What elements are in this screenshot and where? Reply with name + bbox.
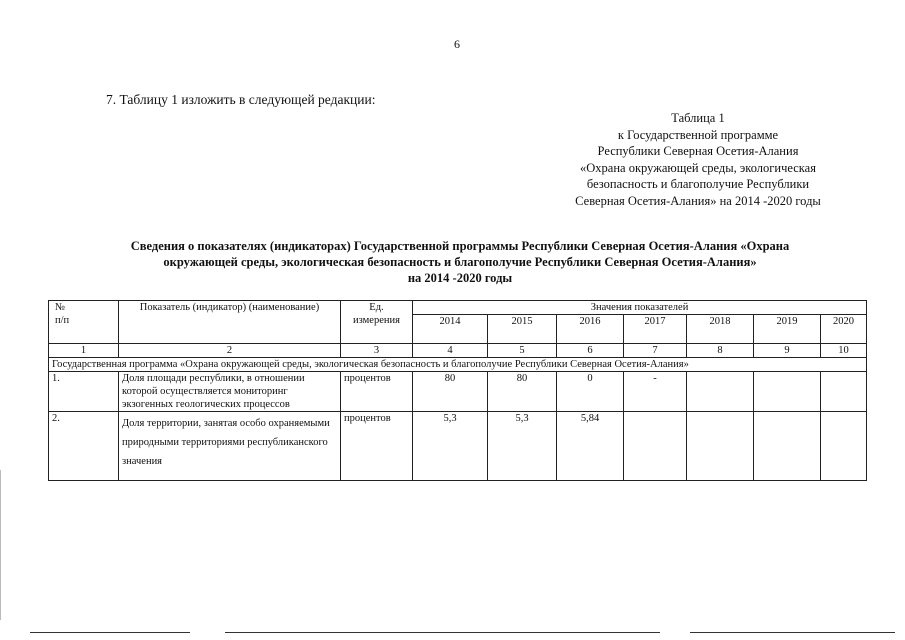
footer-rule	[690, 632, 895, 633]
row-value	[754, 372, 821, 412]
document-heading	[60, 238, 860, 286]
heading-line: окружающей среды, экологическая безопасность и благополучие Республики Северная Осетия-Алания»	[163, 255, 757, 269]
header-unit: Ед. измерения	[341, 301, 413, 344]
row-value: 0	[557, 372, 624, 412]
row-value: 5,84	[557, 412, 624, 481]
caption-line: «Охрана окружающей среды, экологическая	[580, 160, 816, 175]
program-row	[49, 358, 867, 372]
row-value	[821, 412, 867, 481]
row-number: 2.	[49, 412, 119, 481]
column-number: 10	[821, 344, 867, 358]
header-values-group: Значения показателей	[413, 301, 867, 315]
header-num: № п/п	[49, 301, 119, 344]
row-value	[624, 412, 687, 481]
row-value	[687, 412, 754, 481]
caption-line: безопасность и благополучие Республики	[586, 177, 810, 192]
row-unit: процентов	[341, 412, 413, 481]
caption-line: Северная Осетия-Алания» на 2014 -2020 годы	[575, 193, 821, 208]
header-indicator: Показатель (индикатор) (наименование)	[119, 301, 341, 344]
caption-line: Республики Северная Осетия-Алания	[597, 144, 799, 159]
column-number: 8	[687, 344, 754, 358]
footer-rule	[225, 632, 660, 633]
header-year: 2020	[821, 315, 867, 344]
caption-line: Таблица 1	[671, 111, 725, 125]
heading-line: Сведения о показателях (индикаторах) Государственной программы Республики Северная Осетия-Алания «Охрана	[130, 239, 790, 253]
footer-rule	[30, 632, 190, 633]
scan-edge-line	[0, 470, 1, 620]
row-value	[821, 372, 867, 412]
program-title: Государственная программа «Охрана окружающей среды, экологическая безопасность и благополучие Республики Северная Осетия-Алания»	[49, 358, 867, 372]
column-numbers-row	[49, 344, 867, 358]
header-year: 2016	[557, 315, 624, 344]
row-value: 5,3	[488, 412, 557, 481]
row-value	[687, 372, 754, 412]
indicators-table	[48, 300, 867, 481]
page-number: 6	[454, 37, 460, 51]
header-year: 2015	[488, 315, 557, 344]
column-number: 6	[557, 344, 624, 358]
row-value: 80	[413, 372, 488, 412]
table-row	[49, 372, 867, 412]
row-value: 80	[488, 372, 557, 412]
column-number: 9	[754, 344, 821, 358]
column-number: 5	[488, 344, 557, 358]
table-row	[49, 412, 867, 481]
column-number: 2	[119, 344, 341, 358]
header-year: 2014	[413, 315, 488, 344]
row-value: -	[624, 372, 687, 412]
row-value: 5,3	[413, 412, 488, 481]
row-value	[754, 412, 821, 481]
row-unit: процентов	[341, 372, 413, 412]
table-caption	[548, 110, 848, 210]
heading-line: на 2014 -2020 годы	[407, 271, 513, 285]
column-number: 1	[49, 344, 119, 358]
row-number: 1.	[49, 372, 119, 412]
header-year: 2017	[624, 315, 687, 344]
column-number: 4	[413, 344, 488, 358]
column-number: 7	[624, 344, 687, 358]
column-number: 3	[341, 344, 413, 358]
caption-line: к Государственной программе	[617, 127, 779, 142]
instruction-text: 7. Таблицу 1 изложить в следующей редакции:	[106, 92, 376, 107]
header-year: 2018	[687, 315, 754, 344]
header-year: 2019	[754, 315, 821, 344]
row-indicator-name: Доля площади республики, в отношении которой осуществляется мониторинг экзогенных геологических процессов	[119, 372, 341, 412]
row-indicator-name: Доля территории, занятая особо охраняемыми природными территориями республиканского значения	[119, 412, 341, 481]
